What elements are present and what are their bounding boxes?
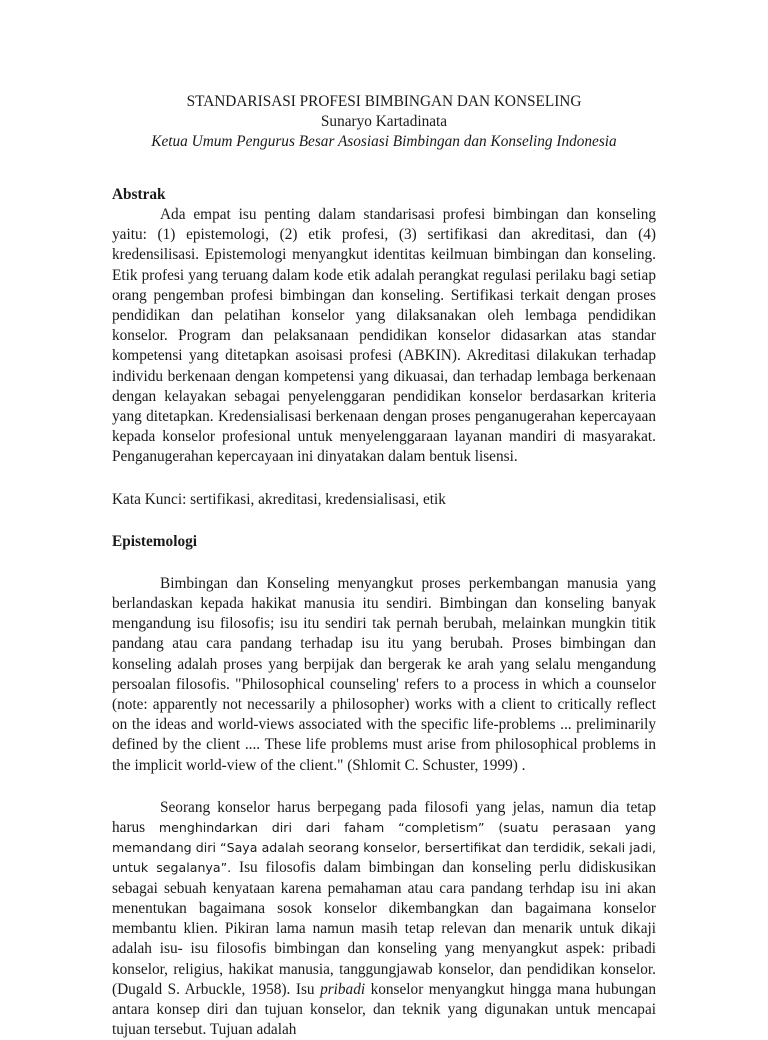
section-heading-epistemologi: Epistemologi [112,532,197,550]
author-name: Sunaryo Kartadinata [320,113,448,130]
document-title: STANDARISASI PROFESI BIMBINGAN DAN KONSELING [186,93,582,110]
author-affiliation: Ketua Umum Pengurus Besar Asosiasi Bimbingan dan Konseling Indonesia [151,133,617,150]
paragraph-2 [112,798,656,1040]
abstract-text: Ada empat isu penting dalam standarisasi profesi bimbingan dan konseling yaitu: (1) epistemologi, (2) etik profesi, (3) sertifikasi dan akreditasi, dan (4) kredensilisasi. Epistemologi menyangkut identitas keilmuan bimbingan dan konseling. Etik profesi yang teruang dalam kode etik adalah perangkat regulasi perilaku bagi setiap orang pengemban profesi bimbingan dan konseling. Sertifikasi terkait dengan proses pendidikan dan pelatihan konselor yang dilaksanakan oleh lembaga pendidikan konselor. Program dan pelaksanaan pendidikan konselor didasarkan atas standar kompetensi yang ditetapkan asoisasi profesi (ABKIN). Akreditasi dilakukan terhadap individu berkenaan dengan kompetensi yang dikuasai, dan terhadap lembaga berkenaan dengan kelayakan sebagai penyelenggaran pendidikan konselor berdasarkan kriteria yang ditetapkan. Kredensialisasi berkenaan dengan proses penganugerahan kepercayaan kepada konselor profesional untuk menyelenggaraan layanan mandiri di masyarakat. Penganugerahan kepercayaan ini dinyatakan dalam bentuk lisensi. [112,206,656,466]
keywords: Kata Kunci: sertifikasi, akreditasi, kredensialisasi, etik [112,490,446,508]
paragraph-2-italic: pribadi [320,980,366,998]
paragraph-2-start: Seorang konselor harus berpegang pada filosofi yang jelas, namun dia tetap harus [112,798,656,837]
title-block [112,92,656,152]
paragraph-1: Bimbingan dan Konseling menyangkut proses perkembangan manusia yang berlandaskan kepada hakikat manusia itu sendiri. Bimbingan dan konseling banyak mengandung isu filosofis; isu itu sendiri tak pernah berubah, melainkan mungkin titik pandang atau cara pandang terhadap isu itu yang berubah. Proses bimbingan dan konseling adalah proses yang berpijak dan bergerak ke arah yang selalu mengandung persoalan filosofis. "Philosophical counseling' refers to a process in which a counselor (note: apparently not necessarily a philosopher) works with a client to critically reflect on the ideas and world-views associated with the specific life-problems ... preliminarily defined by the client .... These life problems must arise from philosophical problems in the implicit world-view of the client." (Shlomit C. Schuster, 1999) . [112,574,656,774]
abstract-heading: Abstrak [112,186,166,203]
paragraph-2-sans-text: menghindarkan diri dari faham “completism” (suatu perasaan yang memandang diri “Saya adalah seorang konselor, bersertifikat dan terdidik, sekali jadi, untuk segalanya”. [112,820,656,876]
paragraph-2-end: konselor menyangkut hingga mana hubungan antara konsep diri dan tujuan konselor, dan teknik yang digunakan untuk mencapai tujuan tersebut. Tujuan adalah [112,980,656,1039]
paragraph-2-rest: Isu filosofis dalam bimbingan dan konseling perlu didiskusikan sebagai sebuah kenyataan karena pemahaman atau cara pandang terhdap isu ini akan menentukan bagaimana sosok konselor dikembangkan dan bagaimana konselor membantu klien. Pikiran lama namun masih tetap relevan dan menarik untuk dikaji adalah isu- isu filosofis bimbingan dan konseling yang menyangkut aspek: pribadi konselor, religius, hakikat manusia, tanggungjawab konselor, dan pendidikan konselor. (Dugald S. Arbuckle, 1958). Isu [112,859,656,998]
